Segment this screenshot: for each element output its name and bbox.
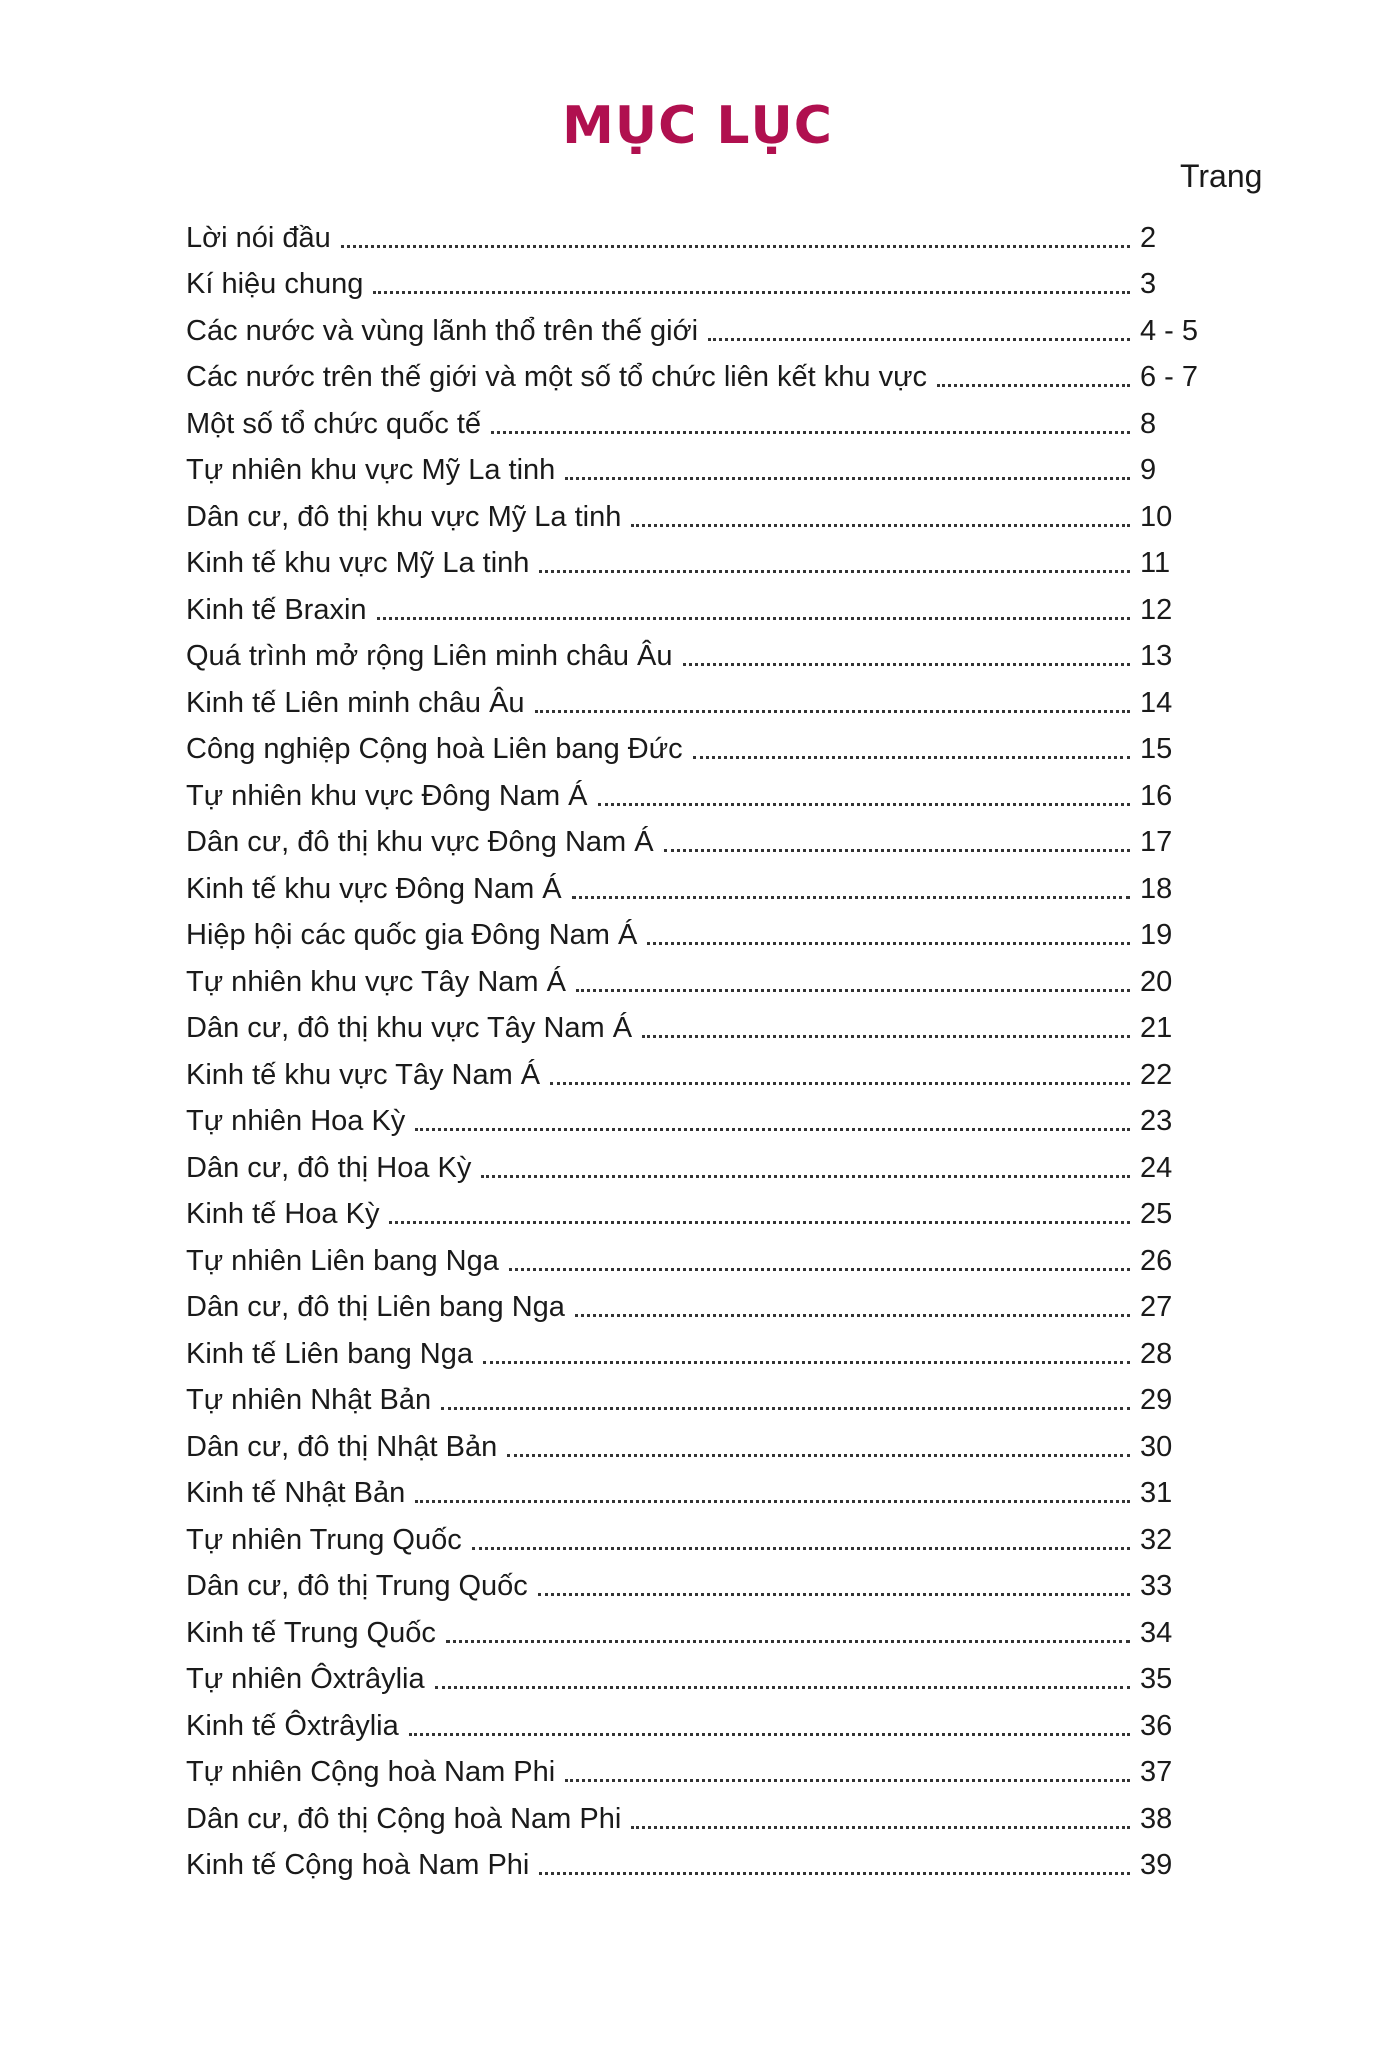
toc-entry-page: 32 bbox=[1140, 1523, 1173, 1556]
dot-leader bbox=[409, 1733, 1130, 1736]
dot-leader bbox=[550, 1082, 1130, 1085]
toc-entry-page: 8 bbox=[1140, 407, 1157, 440]
dot-leader bbox=[483, 1361, 1130, 1364]
toc-entry-page: 21 bbox=[1140, 1012, 1173, 1044]
toc-entry-title: Tự nhiên khu vực Tây Nam Á bbox=[186, 965, 566, 998]
toc-entry-page: 16 bbox=[1140, 779, 1173, 812]
toc-entry-title: Dân cư, đô thị khu vực Đông Nam Á bbox=[186, 826, 654, 858]
page-column-header: Trang bbox=[1180, 158, 1263, 194]
dot-leader bbox=[631, 1826, 1130, 1829]
toc-entry-title: Kinh tế Cộng hoà Nam Phi bbox=[186, 1849, 530, 1881]
toc-entry-title: Kinh tế Trung Quốc bbox=[186, 1616, 436, 1649]
toc-entry-title: Công nghiệp Cộng hoà Liên bang Đức bbox=[186, 733, 683, 765]
toc-entry-title: Các nước và vùng lãnh thổ trên thế giới bbox=[186, 314, 699, 347]
dot-leader bbox=[341, 245, 1130, 248]
toc-entry bbox=[186, 1092, 1216, 1139]
dot-leader bbox=[538, 1593, 1130, 1596]
toc-entry-page: 25 bbox=[1140, 1198, 1173, 1230]
toc-entry bbox=[186, 1045, 1216, 1092]
toc-entry-title: Tự nhiên Hoa Kỳ bbox=[186, 1105, 406, 1137]
toc-entry-page: 24 bbox=[1140, 1151, 1173, 1184]
toc-entry bbox=[186, 1557, 1216, 1604]
toc-entry-page: 10 bbox=[1140, 500, 1173, 533]
dot-leader bbox=[481, 1175, 1130, 1178]
toc-entry-page: 28 bbox=[1140, 1337, 1173, 1370]
toc-entry bbox=[186, 487, 1216, 534]
dot-leader bbox=[415, 1128, 1130, 1131]
toc-entry-page: 4 - 5 bbox=[1140, 314, 1199, 347]
toc-entry bbox=[186, 301, 1216, 348]
toc-entry-page: 2 bbox=[1140, 221, 1157, 254]
dot-leader bbox=[647, 942, 1130, 945]
dot-leader bbox=[575, 1314, 1130, 1317]
toc-entry bbox=[186, 1743, 1216, 1790]
dot-leader bbox=[572, 896, 1130, 899]
toc-entry-title: Dân cư, đô thị khu vực Mỹ La tinh bbox=[186, 500, 622, 533]
toc-entry-page: 13 bbox=[1140, 640, 1173, 672]
toc-entry-title: Kinh tế Braxin bbox=[186, 593, 367, 626]
toc-entry-page: 30 bbox=[1140, 1430, 1173, 1463]
toc-entry bbox=[186, 906, 1216, 953]
dot-leader bbox=[598, 803, 1131, 806]
dot-leader bbox=[539, 1872, 1130, 1875]
toc-entry-page: 23 bbox=[1140, 1105, 1173, 1137]
dot-leader bbox=[664, 849, 1130, 852]
toc-entry-title: Dân cư, đô thị Liên bang Nga bbox=[186, 1291, 565, 1323]
toc-entry-page: 37 bbox=[1140, 1756, 1173, 1788]
dot-leader bbox=[565, 477, 1130, 480]
toc-entry-title: Tự nhiên khu vực Đông Nam Á bbox=[186, 779, 588, 812]
dot-leader bbox=[435, 1686, 1130, 1689]
dot-leader bbox=[683, 663, 1130, 666]
toc-entry-page: 12 bbox=[1140, 593, 1173, 626]
toc-entry-page: 39 bbox=[1140, 1849, 1173, 1881]
toc-entry-page: 38 bbox=[1140, 1802, 1173, 1835]
toc-entry bbox=[186, 534, 1216, 581]
dot-leader bbox=[446, 1640, 1130, 1643]
dot-leader bbox=[631, 524, 1130, 527]
page-title: MỤC LỤC bbox=[562, 96, 833, 156]
toc-entry-title: Tự nhiên Liên bang Nga bbox=[186, 1244, 499, 1277]
toc-entry bbox=[186, 1650, 1216, 1697]
dot-leader bbox=[373, 291, 1130, 294]
toc-entry-title: Kinh tế khu vực Tây Nam Á bbox=[186, 1058, 541, 1091]
dot-leader bbox=[415, 1500, 1130, 1503]
toc-entry bbox=[186, 1231, 1216, 1278]
dot-leader bbox=[377, 617, 1130, 620]
toc-entry bbox=[186, 1371, 1216, 1418]
toc-entry-page: 36 bbox=[1140, 1709, 1173, 1742]
toc-entry-page: 22 bbox=[1140, 1058, 1173, 1091]
toc-entry-title: Các nước trên thế giới và một số tổ chức liên kết khu vực bbox=[186, 361, 928, 393]
toc-entry bbox=[186, 1789, 1216, 1836]
toc-entry-title: Dân cư, đô thị Nhật Bản bbox=[186, 1430, 498, 1463]
toc-entry bbox=[186, 208, 1216, 255]
toc-entry-title: Kinh tế Hoa Kỳ bbox=[186, 1198, 380, 1230]
toc-entry bbox=[186, 348, 1216, 395]
toc-entry-page: 14 bbox=[1140, 686, 1173, 719]
toc-entry-title: Tự nhiên Nhật Bản bbox=[186, 1384, 432, 1416]
toc-entry-page: 31 bbox=[1140, 1477, 1173, 1509]
toc-entry-title: Kinh tế Nhật Bản bbox=[186, 1477, 406, 1509]
toc-entry-title: Kinh tế Liên minh châu Âu bbox=[186, 686, 525, 719]
toc-entry bbox=[186, 952, 1216, 999]
dot-leader bbox=[693, 756, 1130, 759]
dot-leader bbox=[535, 710, 1130, 713]
toc-entry bbox=[186, 1510, 1216, 1557]
toc-entry-title: Dân cư, đô thị khu vực Tây Nam Á bbox=[186, 1012, 633, 1044]
toc-entry-page: 34 bbox=[1140, 1616, 1173, 1649]
toc-entry-page: 33 bbox=[1140, 1570, 1173, 1602]
toc-entry bbox=[186, 441, 1216, 488]
toc-entry bbox=[186, 394, 1216, 441]
toc-entry-page: 11 bbox=[1140, 547, 1171, 579]
toc-entry-title: Dân cư, đô thị Cộng hoà Nam Phi bbox=[186, 1802, 622, 1835]
toc-entry-title: Dân cư, đô thị Hoa Kỳ bbox=[186, 1151, 472, 1184]
toc-entry bbox=[186, 1185, 1216, 1232]
dot-leader bbox=[708, 338, 1130, 341]
dot-leader bbox=[642, 1035, 1130, 1038]
dot-leader bbox=[441, 1407, 1130, 1410]
toc-entry-title: Tự nhiên Cộng hoà Nam Phi bbox=[186, 1756, 556, 1788]
toc-entry-page: 17 bbox=[1140, 826, 1173, 858]
toc-entry-page: 19 bbox=[1140, 919, 1173, 951]
toc-entry-title: Lời nói đầu bbox=[186, 221, 331, 254]
toc-entry bbox=[186, 627, 1216, 674]
toc-entry-title: Dân cư, đô thị Trung Quốc bbox=[186, 1570, 528, 1602]
toc-entry bbox=[186, 1138, 1216, 1185]
toc-entry-title: Kinh tế khu vực Mỹ La tinh bbox=[186, 547, 530, 579]
toc-list bbox=[186, 208, 1216, 1882]
toc-entry-title: Tự nhiên Trung Quốc bbox=[186, 1523, 462, 1556]
dot-leader bbox=[576, 989, 1130, 992]
toc-entry-title: Kinh tế khu vực Đông Nam Á bbox=[186, 872, 562, 905]
dot-leader bbox=[937, 384, 1130, 387]
dot-leader bbox=[389, 1221, 1130, 1224]
dot-leader bbox=[507, 1454, 1130, 1457]
toc-entry-title: Kinh tế Liên bang Nga bbox=[186, 1337, 473, 1370]
toc-entry bbox=[186, 1324, 1216, 1371]
toc-entry bbox=[186, 766, 1216, 813]
toc-entry-page: 35 bbox=[1140, 1663, 1173, 1695]
toc-entry bbox=[186, 673, 1216, 720]
toc-entry bbox=[186, 1417, 1216, 1464]
toc-entry-title: Quá trình mở rộng Liên minh châu Âu bbox=[186, 640, 673, 672]
toc-entry-page: 20 bbox=[1140, 965, 1173, 998]
toc-entry bbox=[186, 255, 1216, 302]
dot-leader bbox=[565, 1779, 1130, 1782]
toc-entry-title: Một số tổ chức quốc tế bbox=[186, 407, 482, 440]
toc-entry bbox=[186, 1836, 1216, 1883]
toc-entry bbox=[186, 813, 1216, 860]
dot-leader bbox=[539, 570, 1130, 573]
toc-entry-title: Hiệp hội các quốc gia Đông Nam Á bbox=[186, 919, 638, 951]
toc-entry-title: Kí hiệu chung bbox=[186, 268, 364, 300]
toc-entry-page: 26 bbox=[1140, 1244, 1173, 1277]
dot-leader bbox=[472, 1547, 1130, 1550]
toc-entry-page: 18 bbox=[1140, 872, 1173, 905]
toc-entry-page: 9 bbox=[1140, 454, 1157, 486]
toc-entry-page: 15 bbox=[1140, 733, 1173, 765]
toc-entry bbox=[186, 580, 1216, 627]
toc-entry bbox=[186, 999, 1216, 1046]
toc-entry-page: 6 - 7 bbox=[1140, 361, 1199, 393]
toc-entry bbox=[186, 1464, 1216, 1511]
toc-entry bbox=[186, 720, 1216, 767]
toc-entry bbox=[186, 1278, 1216, 1325]
toc-entry-title: Tự nhiên khu vực Mỹ La tinh bbox=[186, 454, 556, 486]
dot-leader bbox=[509, 1268, 1130, 1271]
toc-entry bbox=[186, 1696, 1216, 1743]
toc-entry bbox=[186, 859, 1216, 906]
toc-entry bbox=[186, 1603, 1216, 1650]
toc-entry-page: 3 bbox=[1140, 268, 1157, 300]
toc-entry-page: 27 bbox=[1140, 1291, 1173, 1323]
dot-leader bbox=[491, 431, 1130, 434]
toc-entry-title: Kinh tế Ôxtrâylia bbox=[186, 1709, 399, 1742]
toc-entry-title: Tự nhiên Ôxtrâylia bbox=[186, 1663, 425, 1695]
toc-entry-page: 29 bbox=[1140, 1384, 1173, 1416]
